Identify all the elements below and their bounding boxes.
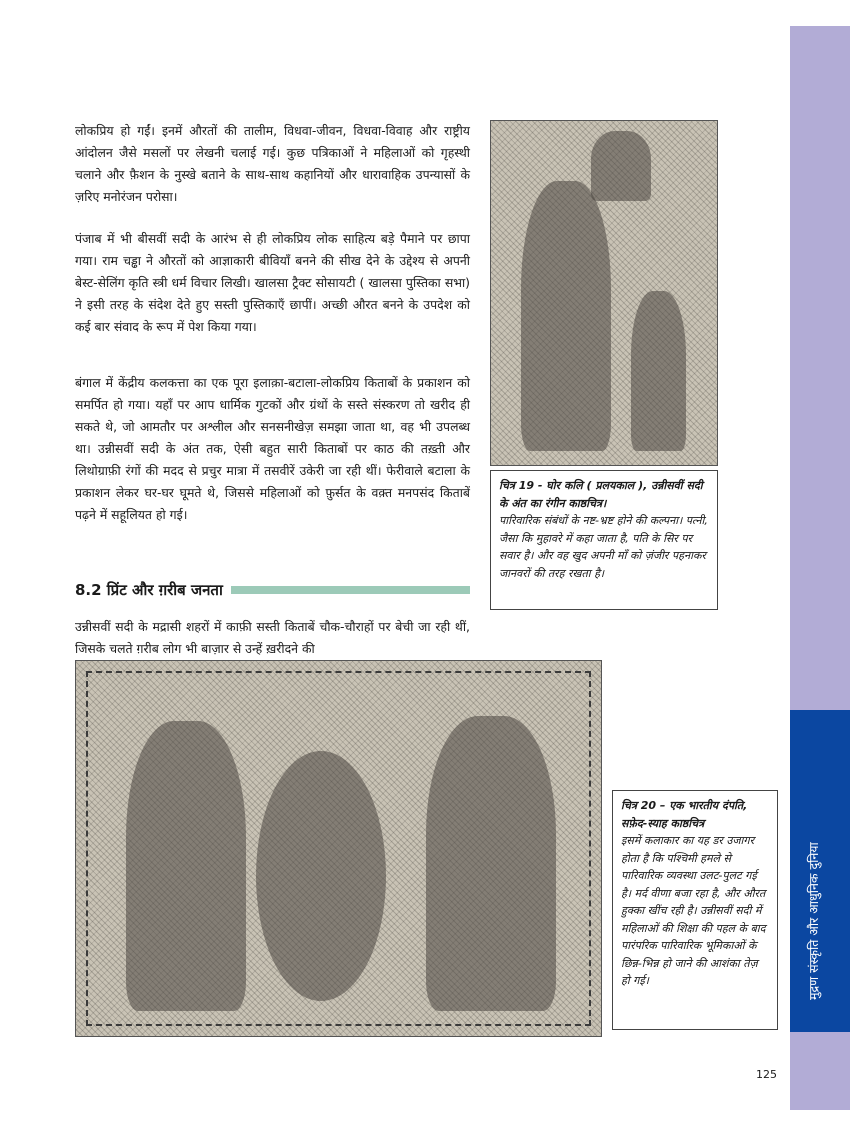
figure-19-text: पारिवारिक संबंधों के नष्ट-भ्रष्ट होने की कल्पना। पत्नी, जैसा कि मुहावरे में कहा जाता है, पति के सिर पर सवार है। और वह खुद अपनी माँ को ज़ंजीर पहनाकर जानवरों की तरह रखता है।: [499, 514, 708, 580]
paragraph-2: पंजाब में भी बीसवीं सदी के आरंभ से ही लोकप्रिय लोक साहित्य बड़े पैमाने पर छापा गया। राम चड्ढा ने औरतों को आज्ञाकारी बीवियाँ बनने की सीख देने के उद्देश्य से अपनी बेस्ट-सेलिंग कृति स्त्री धर्म विचार लिखी। खालसा ट्रैक्ट सोसायटी ( खालसा पुस्तिका सभा) ने इसी तरह के संदेश देते हुए सस्ती पुस्तिकाएँ छापीं। अच्छी औरत बनने के उपदेश को कई बार संवाद के रूप में पेश किया गया।: [75, 231, 470, 334]
paragraph-1: लोकप्रिय हो गईं। इनमें औरतों की तालीम, विधवा-जीवन, विधवा-विवाह और राष्ट्रीय आंदोलन जैसे मसलों पर लेखनी चलाई गई। कुछ पत्रिकाओं ने महिलाओं को गृहस्थी चलाने और फ़ैशन के नुस्खे बताने के साथ-साथ कहानियों और धारावाहिक उपन्यासों के ज़रिए मनोरंजन परोसा।: [75, 123, 470, 204]
figure-19-title: चित्र 19 - घोर कलि ( प्रलयकाल ), उन्नीसवीं सदी के अंत का रंगीन काष्ठचित्र।: [499, 479, 703, 510]
section-heading-text: 8.2 प्रिंट और ग़रीब जनता: [75, 581, 223, 599]
figure-19-image: [490, 120, 718, 466]
section-heading: [75, 580, 470, 600]
chapter-sidebar-label: मुद्रण संस्कृति और आधुनिक दुनिया: [806, 842, 821, 1000]
paragraph-4: उन्नीसवीं सदी के मद्रासी शहरों में काफ़ी सस्ती किताबें चौक-चौराहों पर बेची जा रही थीं, जिसके चलते ग़रीब लोग भी बाज़ार से उन्हें ख़रीदने की: [75, 619, 470, 656]
figure-20-image: [75, 660, 602, 1037]
figure-20-caption: [612, 790, 778, 1030]
figure-20-title: चित्र 20 – एक भारतीय दंपति, सफ़ेद-स्याह काष्ठचित्र: [621, 799, 748, 830]
heading-bar: [231, 586, 470, 594]
page-number: 125: [756, 1068, 777, 1081]
figure-20-text: इसमें कलाकार का यह डर उजागर होता है कि पश्चिमी हमले से पारिवारिक व्यवस्था उलट-पुलट गई है। मर्द वीणा बजा रहा है, और औरत हुक्का खींच रही है। उन्नीसवीं सदी में महिलाओं की शिक्षा की पहल के बाद पारंपरिक पारिवारिक भूमिकाओं के छिन्न-भिन्न हो जाने की आशंका तेज़ हो गई।: [621, 834, 766, 987]
figure-19-caption: [490, 470, 718, 610]
paragraph-3: बंगाल में केंद्रीय कलकत्ता का एक पूरा इलाक़ा-बटाला-लोकप्रिय किताबों के प्रकाशन को समर्पित हो गया। यहाँ पर आप धार्मिक गुटकों और ग्रंथों के सस्ते संस्करण तो खरीद ही सकते थे, जो आमतौर पर अश्लील और सनसनीखेज़ समझा जाता था, वह भी उपलब्ध था। उन्नीसवीं सदी के अंत तक, ऐसी बहुत सारी किताबों पर काठ की तख़्ती और लिथोग्राफ़ी रंगों की मदद से प्रचुर मात्रा में तसवीरें उकेरी जा रही थीं। फेरीवाले बटाला के प्रकाशन लेकर घर-घर घूमते थे, जिससे महिलाओं को फ़ुर्सत के वक़्त मनपसंद किताबें पढ़ने में सहूलियत हो गई।: [75, 375, 470, 522]
